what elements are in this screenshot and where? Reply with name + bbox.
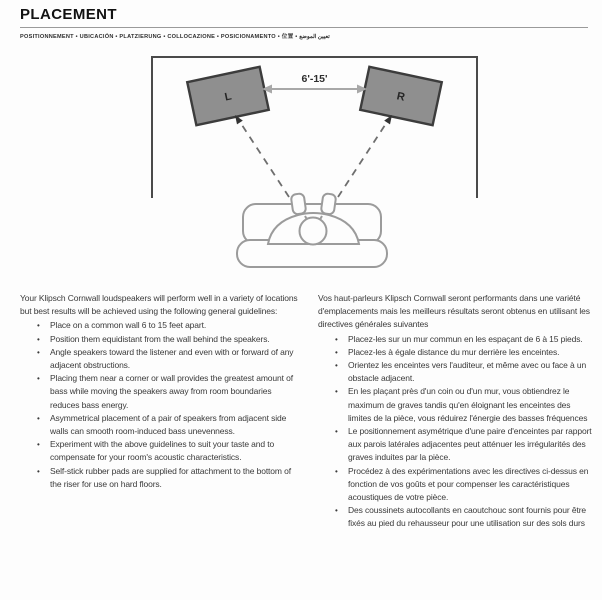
listener-hand-left [291, 193, 307, 215]
page-header [20, 6, 588, 40]
placement-diagram [0, 48, 602, 284]
guideline-item: • Procédez à des expérimentations avec les directives ci-dessus en fonction de vos goûts et pour compenser les caractéristiques acoustiques de votre pièce. [318, 465, 592, 505]
guidelines-column-english [20, 292, 302, 531]
guideline-item: • Placez-les à égale distance du mur derrière les enceintes. [318, 346, 592, 359]
guideline-item: • Orientez les enceintes vers l'auditeur, et même avec ou face à un obstacle adjacent. [318, 359, 592, 385]
guideline-item: • Le positionnement asymétrique d'une paire d'enceintes par rapport aux parois latérales adjacentes peut atténuer les irrégularités des graves induites par la pièce. [318, 425, 592, 465]
toe-in-lines [235, 115, 392, 197]
guidelines-intro-french: Vos haut-parleurs Klipsch Cornwall seront performants dans une variété d'emplacements mais les meilleurs résultats seront obtenus en utilisant les directives générales suivantes [318, 293, 590, 330]
toe-in-line-right [338, 122, 387, 197]
guideline-item: • Place on a common wall 6 to 15 feet apart. [20, 319, 302, 332]
guideline-item: • Angle speakers toward the listener and even with or forward of any adjacent obstructions. [20, 346, 302, 372]
guidelines-column-french [318, 292, 592, 531]
right-speaker [360, 67, 442, 125]
header-divider [20, 27, 588, 28]
right-speaker-label: R [395, 90, 406, 104]
listener-couch [237, 193, 387, 267]
guideline-item: • Self-stick rubber pads are supplied for attachment to the bottom of the riser for use on hard floors. [20, 465, 302, 491]
left-speaker [187, 67, 269, 125]
guideline-item: • Placez-les sur un mur commun en les espaçant de 6 à 15 pieds. [318, 333, 592, 346]
guideline-item: • Experiment with the above guidelines to suit your taste and to compensate for your room's acoustic characteristics. [20, 438, 302, 464]
toe-in-line-left [240, 122, 289, 197]
listener-head [300, 218, 327, 245]
guideline-item: • Placing them near a corner or wall provides the greatest amount of bass while moving the speakers away from room boundaries reduces bass energy. [20, 372, 302, 412]
guideline-item: • Des coussinets autocollants en caoutchouc sont fournis pour être fixés au pied du rehausseur pour une utilisation sur des sols durs [318, 504, 592, 530]
left-speaker-label: L [223, 90, 233, 104]
guideline-item: • Asymmetrical placement of a pair of speakers from adjacent side walls can smooth room-induced bass unevenness. [20, 412, 302, 438]
page-title: PLACEMENT [20, 6, 117, 23]
guidelines-list-english [20, 319, 302, 491]
guidelines-list-french [318, 333, 592, 531]
language-subtitle: POSITIONNEMENT • UBICACIÓN • PLATZIERUNG • COLLOCAZIONE • POSICIONAMENTO • 位置 • تعيين الموضع [20, 34, 330, 40]
distance-label: 6'-15' [301, 73, 328, 85]
guidelines-intro-english: Your Klipsch Cornwall loudspeakers will perform well in a variety of locations but best results will be achieved using the following general guidelines: [20, 293, 298, 317]
guideline-item: • En les plaçant près d'un coin ou d'un mur, vous obtiendrez le maximum de graves tandis qu'en éloignant les enceintes des limites de la pièce, vous réduirez l'énergie des basses fréquences [318, 385, 592, 425]
guideline-item: • Position them equidistant from the wall behind the speakers. [20, 333, 302, 346]
distance-arrow [262, 73, 367, 94]
listener-hand-right [321, 193, 337, 215]
guidelines-columns [20, 292, 592, 531]
